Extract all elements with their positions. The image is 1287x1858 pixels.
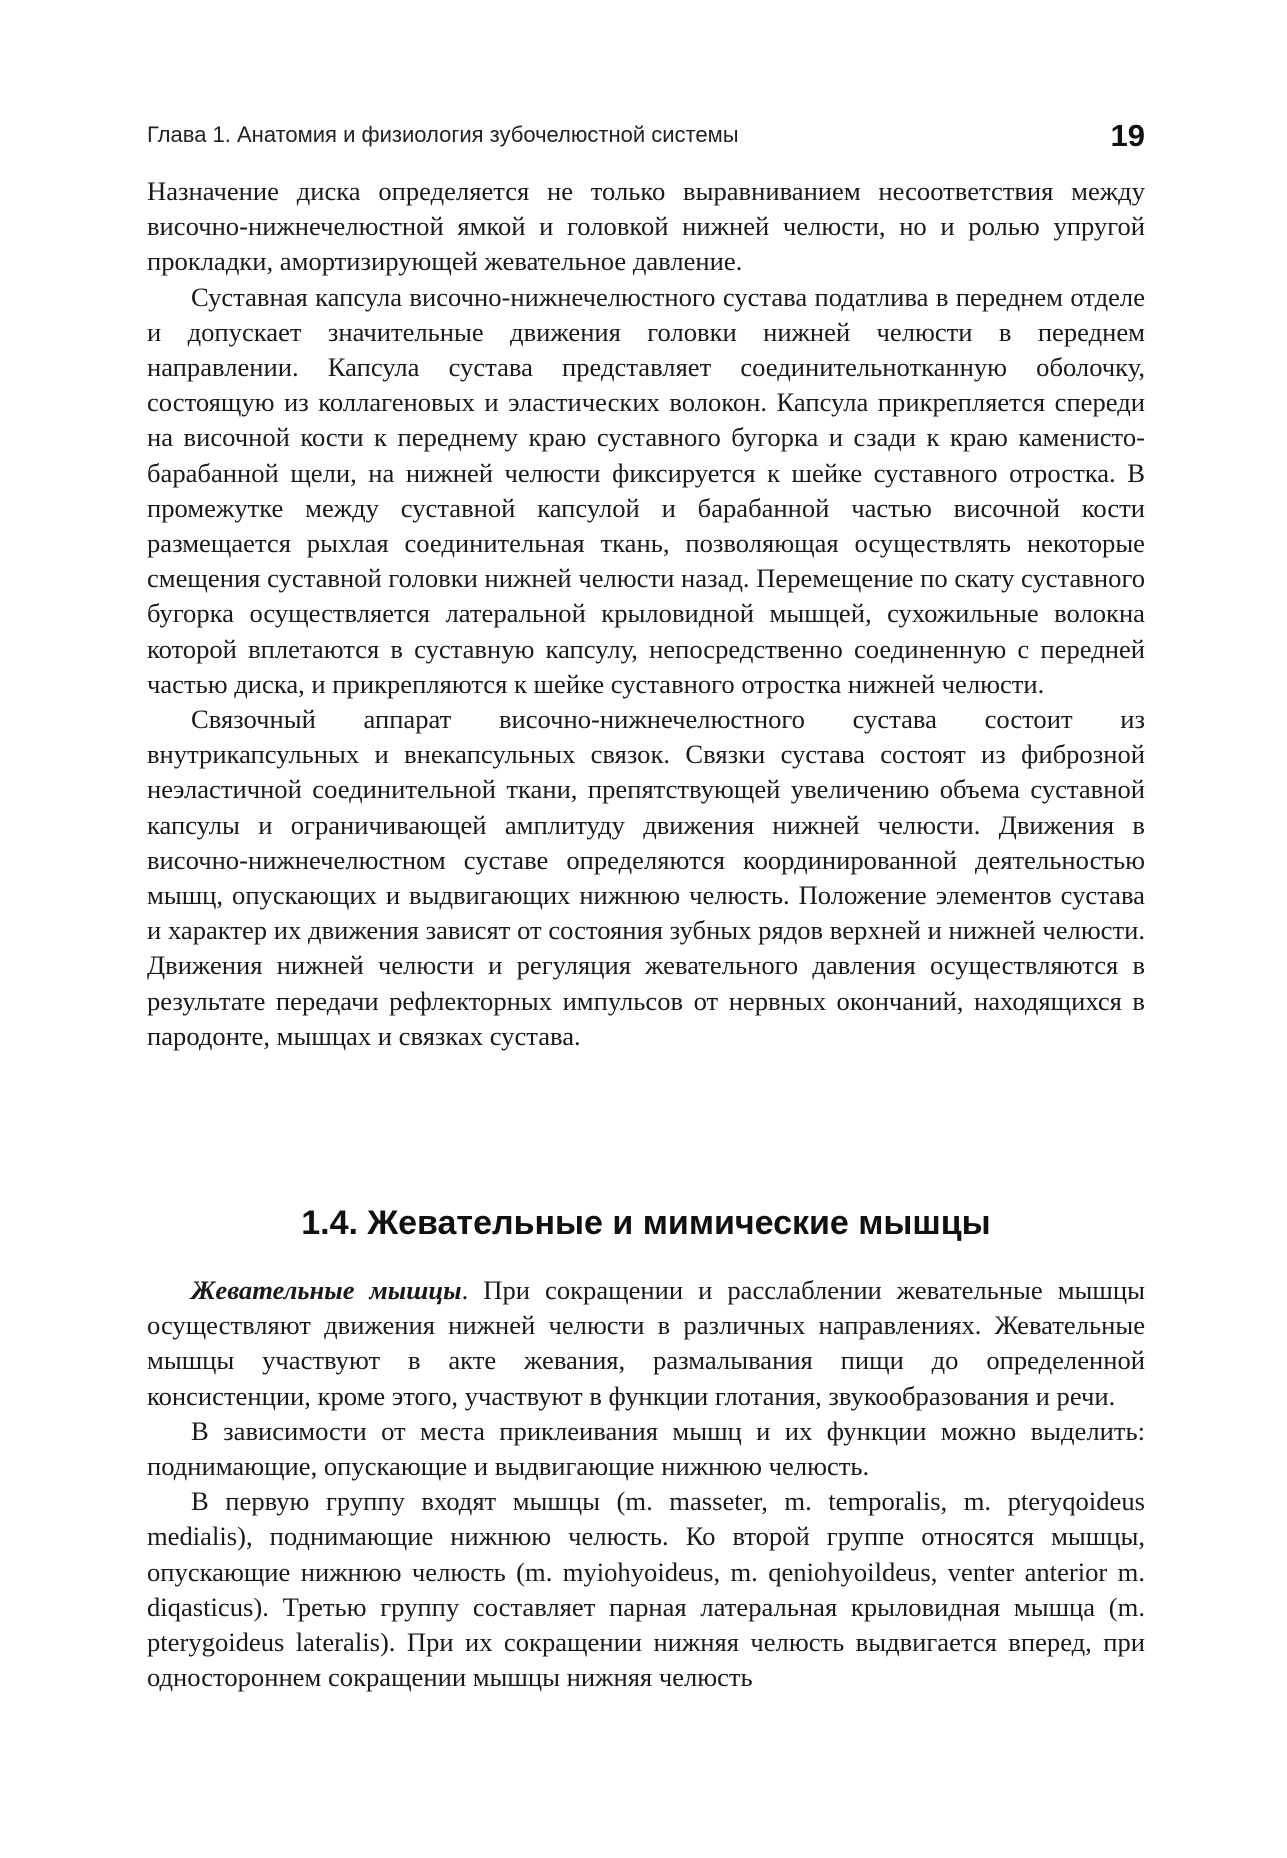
lead-term: Жевательные мышцы [191,1275,462,1305]
running-head [147,118,1145,158]
page-number: 19 [1110,118,1145,153]
paragraph-capsule: Суставная капсула височно-нижнечелюстного сустава податлива в переднем отделе и допускает значительные движения головки нижней челюсти в переднем направлении. Капсула сустава представляет соединительнотканную оболочку, состоящую из коллагеновых и эластических волокон. Капсула прикрепляется спереди на височной кости к переднему краю суставного бугорка и сзади к краю каменисто-барабанной щели, на нижней челюсти фиксируется к шейке суставного отростка. В промежутке между суставной капсулой и барабанной частью височной кости размещается рыхлая соединительная ткань, позволяющая осуществлять некоторые смещения суставной головки нижней челюсти назад. Перемещение по скату суставного бугорка осуществляется латеральной крыловидной мышцей, сухожильные волокна которой вплетаются в суставную капсулу, непосредственно соединенную с передней частью диска, и прикрепляются к шейке суставного отростка нижней челюсти. [147,281,1145,699]
section-heading: 1.4. Жевательные и мимические мышцы [301,1204,991,1242]
section-text-joint [147,174,1145,1054]
paragraph-first-group: В первую группу входят мышцы (m. masseter, m. temporalis, m. pteryqoideus medialis), поднимающие нижнюю челюсть. Ко второй группе относятся мышцы, опускающие нижнюю челюсть (m. myiohyoideus, m. qeniohyoildeus, venter anterior m. diqasticus). Третью группу составляет парная латеральная крыловидная мышца (m. pterygoideus lateralis). При их сокращении нижняя челюсть выдвигается вперед, при одностороннем сокращении мышцы нижняя челюсть [147,1486,1145,1693]
paragraph-masticatory-intro [147,1273,1145,1414]
chapter-title: Глава 1. Анатомия и физиология зубочелюстной системы [147,122,739,147]
paragraph-disc: Назначение диска определяется не только выравниванием несоответствия между височно-нижнечелюстной ямкой и головкой нижней челюсти, но и ролью упругой прокладки, амортизирующей жевательное давление. [147,176,1145,277]
paragraph-ligaments: Связочный аппарат височно-нижнечелюстного сустава состоит из внутрикапсульных и внекапсульных связок. Связки сустава состоят из фиброзной неэластичной соединительной ткани, препятствующей увеличению объема суставной капсулы и ограничивающей амплитуду движения нижней челюсти. Движения в височно-нижнечелюстном суставе определяются координированной деятельностью мышц, опускающих и выдвигающих нижнюю челюсть. Положение элементов сустава и характер их движения зависят от состояния зубных рядов верхней и нижней челюсти. Движения нижней челюсти и регуляция жевательного давления осуществляются в результате передачи рефлекторных импульсов от нервных окончаний, находящихся в пародонте, мышцах и связках сустава. [147,704,1145,1051]
paragraph-groups: В зависимости от места приклеивания мышц и их функции можно выделить: поднимающие, опускающие и выдвигающие нижнюю челюсть. [147,1415,1145,1482]
section-text-muscles [147,1273,1145,1695]
lead-rest: . При сокращении и расслаблении жевательные мышцы осуществляют движения нижней челюсти в различных направлениях. Жевательные мышцы участвуют в акте жевания, размалывания пищи до определенной консистенции, кроме этого, участвуют в функции глотания, звукообразования и речи. [147,1275,1145,1411]
